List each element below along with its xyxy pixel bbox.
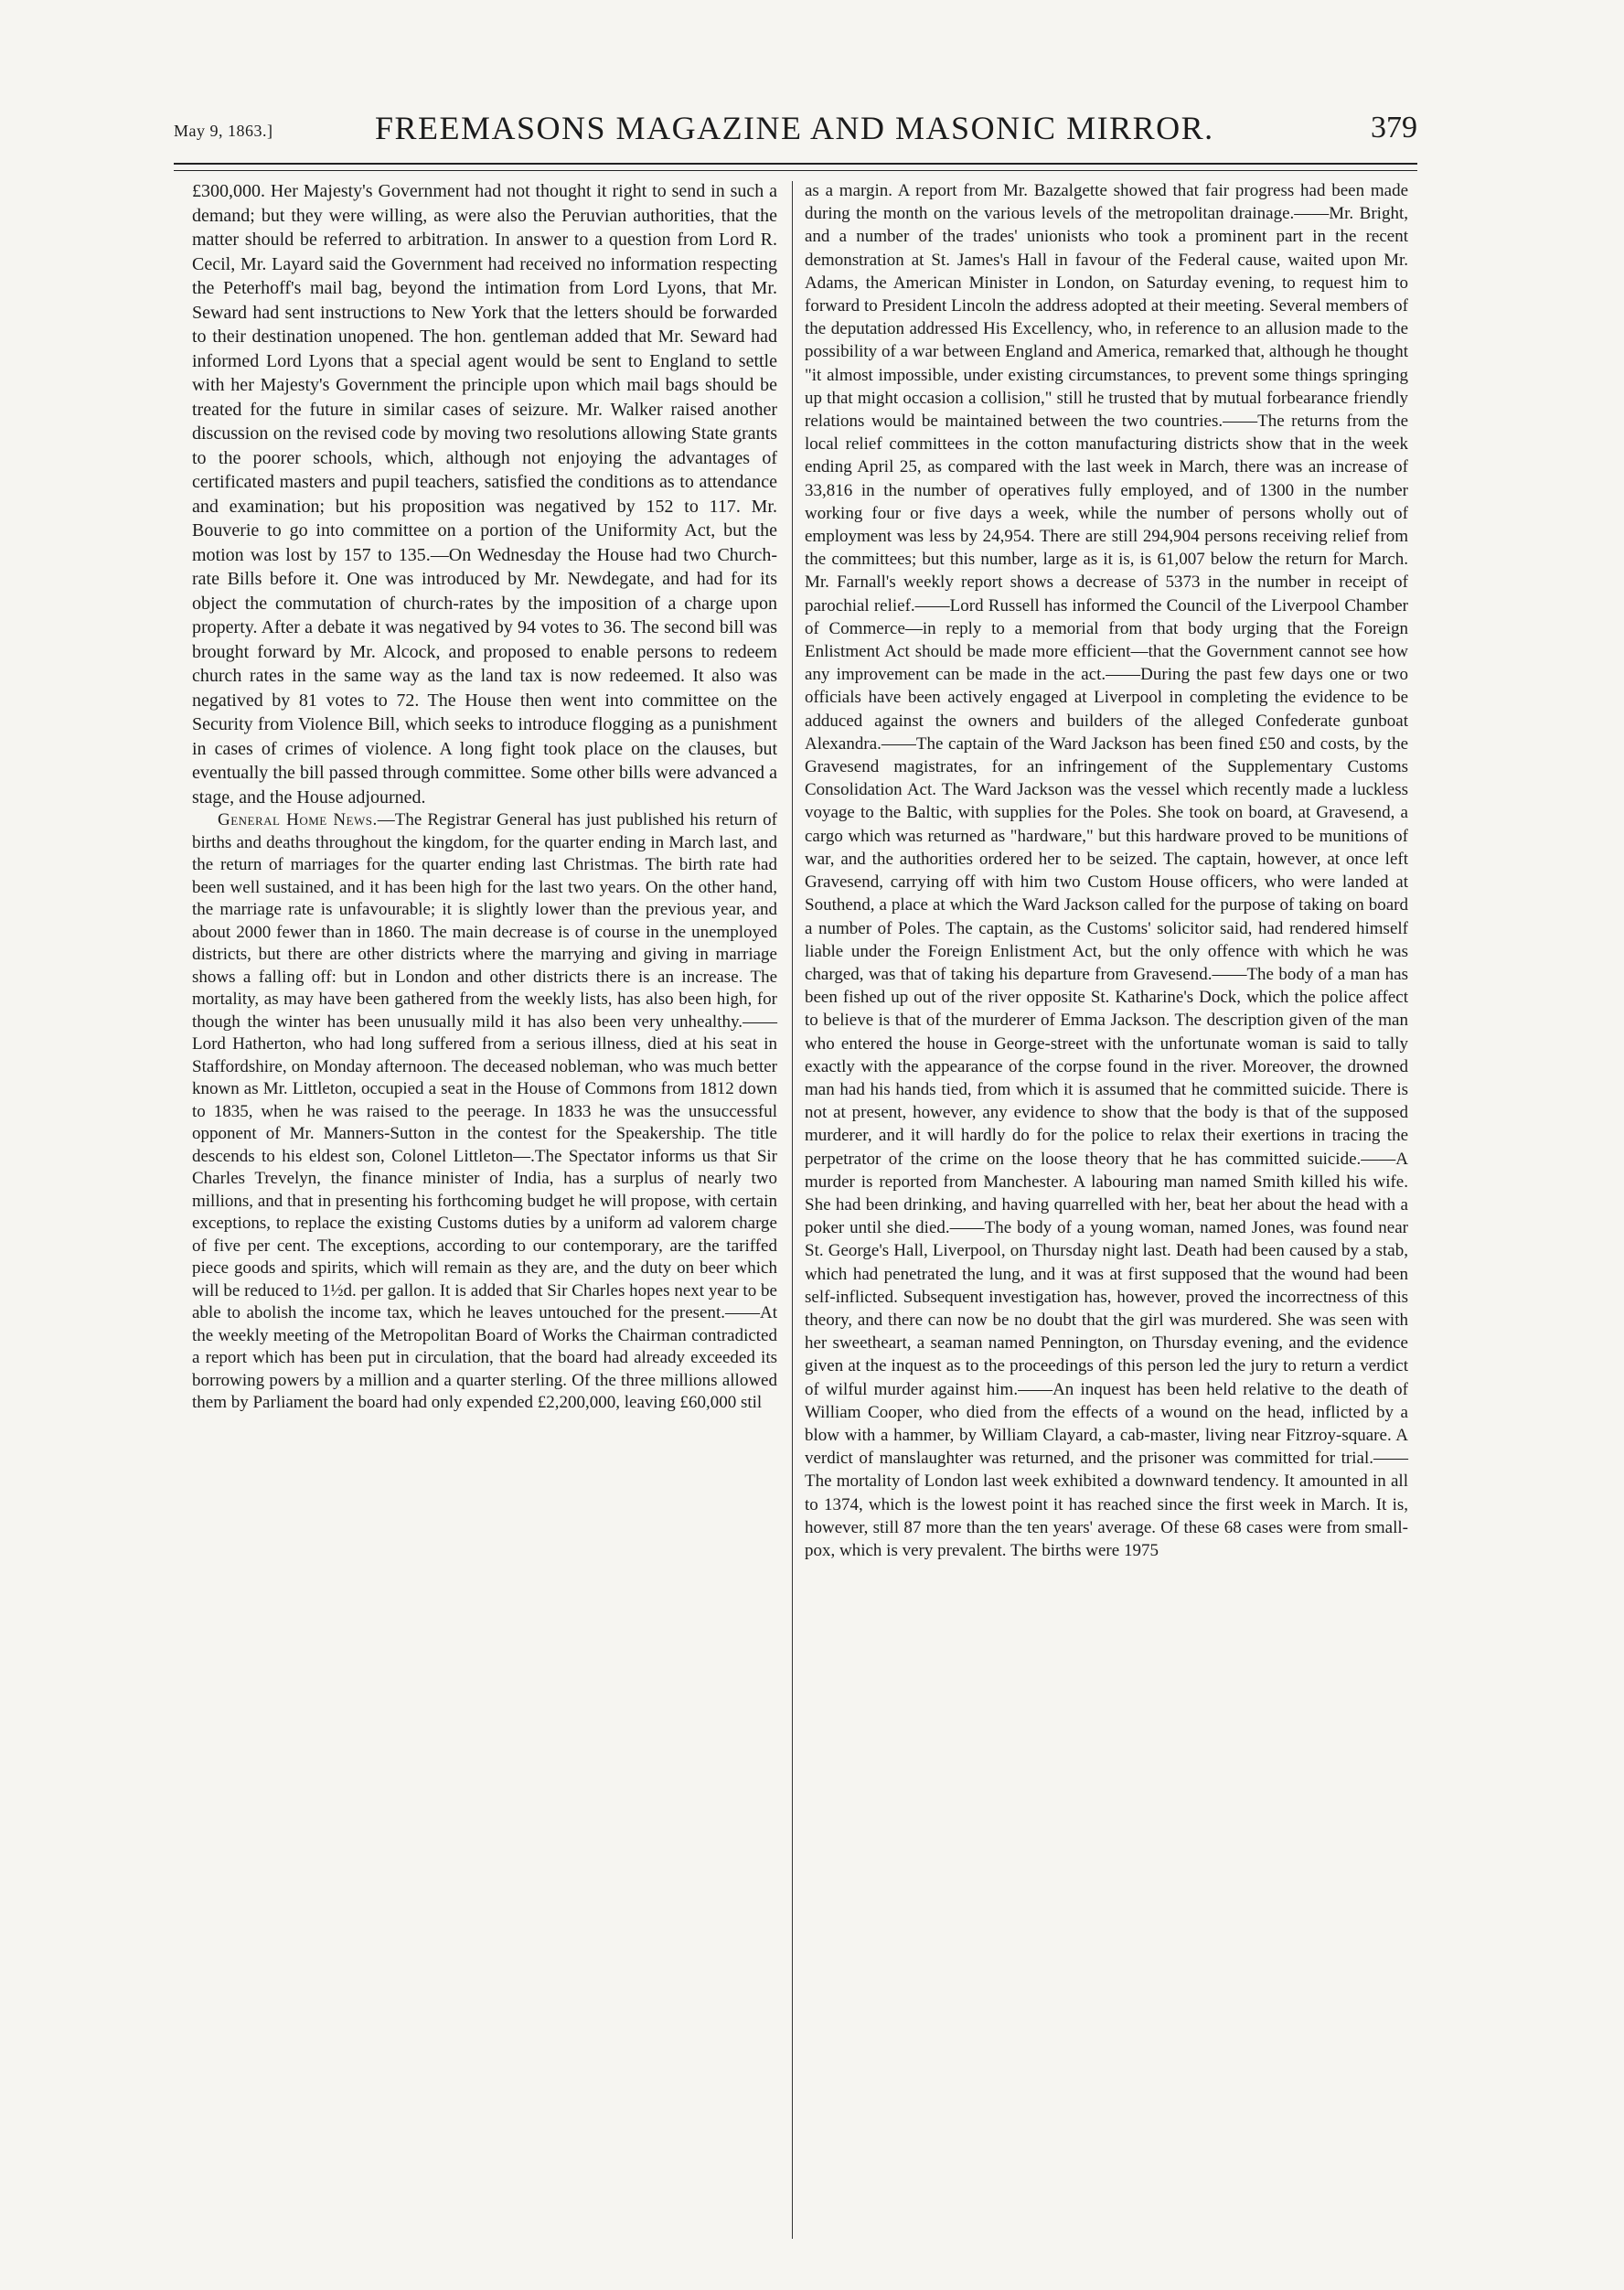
home-news-paragraph bbox=[192, 809, 777, 1415]
parliament-report-paragraph: £300,000. Her Majesty's Government had not thought it right to send in such a demand; but they were willing, as were also the Peruvian authorities, that the matter should be referred to arbitration. In answer to a question from Lord R. Cecil, Mr. Layard said the Government had received no information respecting the Peterhoff's mail bag, beyond the intimation from Lord Lyons, that Mr. Seward had sent instructions to New York that the letters should be forwarded to their destination unopened. The hon. gentleman added that Mr. Seward had informed Lord Lyons that a special agent would be sent to England to settle with her Majesty's Government the principle upon which mail bags should be treated for the future in similar cases of seizure. Mr. Walker raised another discussion on the revised code by moving two resolutions allowing State grants to the poorer schools, which, although not enjoying the advantages of certificated masters and pupil teachers, satisfied the conditions as to attendance and examination; but his proposition was negatived by 152 to 117. Mr. Bouverie to go into committee on a portion of the Uniformity Act, but the motion was lost by 157 to 135.—On Wednesday the House had two Church-rate Bills before it. One was introduced by Mr. Newdegate, and had for its object the commutation of church-rates by the imposition of a charge upon property. After a debate it was negatived by 94 votes to 36. The second bill was brought forward by Mr. Alcock, and proposed to enable persons to redeem church rates in the same way as the land tax is now redeemed. It also was negatived by 81 votes to 72. The House then went into committee on the Security from Violence Bill, which seeks to introduce flogging as a punishment in cases of crimes of violence. A long fight took place on the clauses, but eventually the bill passed through committee. Some other bills were advanced a stage, and the House adjourned. bbox=[192, 181, 777, 808]
section-heading: General Home News. bbox=[218, 810, 378, 829]
page-header bbox=[174, 96, 1417, 151]
news-continuation-paragraph: as a margin. A report from Mr. Bazalgette showed that fair progress had been made during the month on the various levels of the metropolitan drainage.——Mr. Bright, and a number of the trades' unionists who took a prominent part in the recent demonstration at St. James's Hall in favour of the Federal cause, waited upon Mr. Adams, the American Minister in London, on Saturday evening, to request him to forward to President Lincoln the address adopted at their meeting. Several members of the deputation addressed His Excellency, who, in reference to an allusion made to the possibility of a war between England and America, remarked that, although he thought "it almost impossible, under existing circumstances, to prevent some things springing up that might occasion a collision," still he trusted that by mutual forbearance friendly relations would be maintained between the two countries.——The returns from the local relief committees in the cotton manufacturing districts show that in the week ending April 25, as compared with the last week in March, there was an increase of 33,816 in the number of operatives fully employed, and of 1300 in the number working four or five days a week, while the number of persons wholly out of employment was less by 24,954. There are still 294,904 persons receiving relief from the committees; but this number, large as it is, is 61,007 below the return for March. Mr. Farnall's weekly report shows a decrease of 5373 in the number in receipt of parochial relief.——Lord Russell has informed the Council of the Liverpool Chamber of Commerce—in reply to a memorial from that body urging that the Foreign Enlistment Act should be made more efficient—that the Government cannot see how any improvement can be made in the act.——During the past few days one or two officials have been actively engaged at Liverpool in completing the evidence to be adduced against the owners and builders of the alleged Confederate gunboat Alexandra.——The captain of the Ward Jackson has been fined £50 and costs, by the Gravesend magistrates, for an infringement of the Supplementary Customs Consolidation Act. The Ward Jackson was the vessel which recently made a luckless voyage to the Baltic, with supplies for the Poles. She took on board, at Gravesend, a cargo which was returned as "hardware," but this hardware proved to be munitions of war, and the authorities ordered her to be seized. The captain, however, at once left Gravesend, carrying off with him two Custom House officers, who were landed at Southend, a place at which the Ward Jackson called for the purpose of taking on board a number of Poles. The captain, as the Customs' solicitor said, had rendered himself liable under the Foreign Enlistment Act, but the only offence with which he was charged, was that of taking his departure from Gravesend.——The body of a man has been fished up out of the river opposite St. Katharine's Dock, which the police affect to believe is that of the murderer of Emma Jackson. The description given of the man who entered the house in George-street with the unfortunate woman is said to tally exactly with the appearance of the corpse found in the river. Moreover, the drowned man had his hands tied, from which it is assumed that he committed suicide. There is not at present, however, any evidence to show that the body is that of the supposed murderer, and it will hardly do for the police to relax their exertions in tracing the perpetrator of the crime on the loose theory that he has committed suicide.——A murder is reported from Manchester. A labouring man named Smith killed his wife. She had been drinking, and having quarrelled with her, beat her about the head with a poker until she died.——The body of a young woman, named Jones, was found near St. George's Hall, Liverpool, on Thursday night last. Death had been caused by a stab, which had penetrated the lung, and it was at first supposed that the wound had been self-inflicted. Subsequent investigation has, however, proved the incorrectness of this theory, and there can now be no doubt that the girl was murdered. She was seen with her sweetheart, a seaman named Pennington, on Thursday evening, and the evidence given at the inquest as to the proceedings of this person led the jury to return a verdict of wilful murder against him.——An inquest has been held relative to the death of William Cooper, who died from the effects of a wound on the head, inflicted by a blow with a hammer, by William Clayard, a cab-master, living near Fitzroy-square. A verdict of manslaughter was returned, and the prisoner was committed for trial.——The mortality of London last week exhibited a downward tendency. It amounted in all to 1374, which is the lowest point it has reached since the first week in March. It is, however, still 87 more than the ten years' average. Of these 68 cases were from small-pox, which is very prevalent. The births were 1975 bbox=[805, 181, 1408, 1560]
right-column bbox=[805, 179, 1408, 1562]
left-column bbox=[192, 179, 777, 1415]
magazine-title: FREEMASONS MAGAZINE AND MASONIC MIRROR. bbox=[375, 110, 1214, 146]
page-number: 379 bbox=[1371, 111, 1417, 144]
home-news-text: —The Registrar General has just published his return of births and deaths throughout the kingdom, for the quarter ending in March last, and the return of marriages for the quarter ending last Christmas. The birth rate had been well sustained, and it has been high for the last two years. On the other hand, the marriage rate is unfavourable; it is slightly lower than the previous year, and about 2000 fewer than in 1860. The main decrease is of course in the unemployed districts, but there are other districts where the marrying and giving in marriage shows a falling off: but in London and other districts there is an increase. The mortality, as may have been gathered from the weekly lists, has also been high, for though the winter has been unusually mild it has also been very unhealthy.——Lord Hatherton, who had long suffered from a serious illness, died at his seat in Staffordshire, on Monday afternoon. The deceased nobleman, who was much better known as Mr. Littleton, occupied a seat in the House of Commons from 1812 down to 1835, when he was raised to the peerage. In 1833 he was the unsuccessful opponent of Mr. Manners-Sutton in the contest for the Speakership. The title descends to his eldest son, Colonel Littleton—.The Spectator informs us that Sir Charles Trevelyn, the finance minister of India, has a surplus of nearly two millions, and that in presenting his forthcoming budget he will propose, with certain exceptions, to replace the existing Customs duties by a uniform ad valorem charge of five per cent. The exceptions, according to our contemporary, are the tariffed piece goods and spirits, which will remain as they are, and the duty on beer which will be reduced to 1½d. per gallon. It is added that Sir Charles hopes next year to be able to abolish the income tax, which he leaves untouched for the present.——At the weekly meeting of the Metropolitan Board of Works the Chairman contradicted a report which has been put in circulation, that the board had already exceeded its borrowing powers by a million and a quarter sterling. Of the three millions allowed them by Parliament the board had only expended £2,200,000, leaving £60,000 stil bbox=[192, 810, 778, 1412]
header-rule-thick bbox=[174, 163, 1417, 165]
issue-date: May 9, 1863.] bbox=[174, 122, 273, 140]
header-rule-thin bbox=[174, 170, 1417, 171]
column-divider bbox=[792, 181, 793, 2239]
